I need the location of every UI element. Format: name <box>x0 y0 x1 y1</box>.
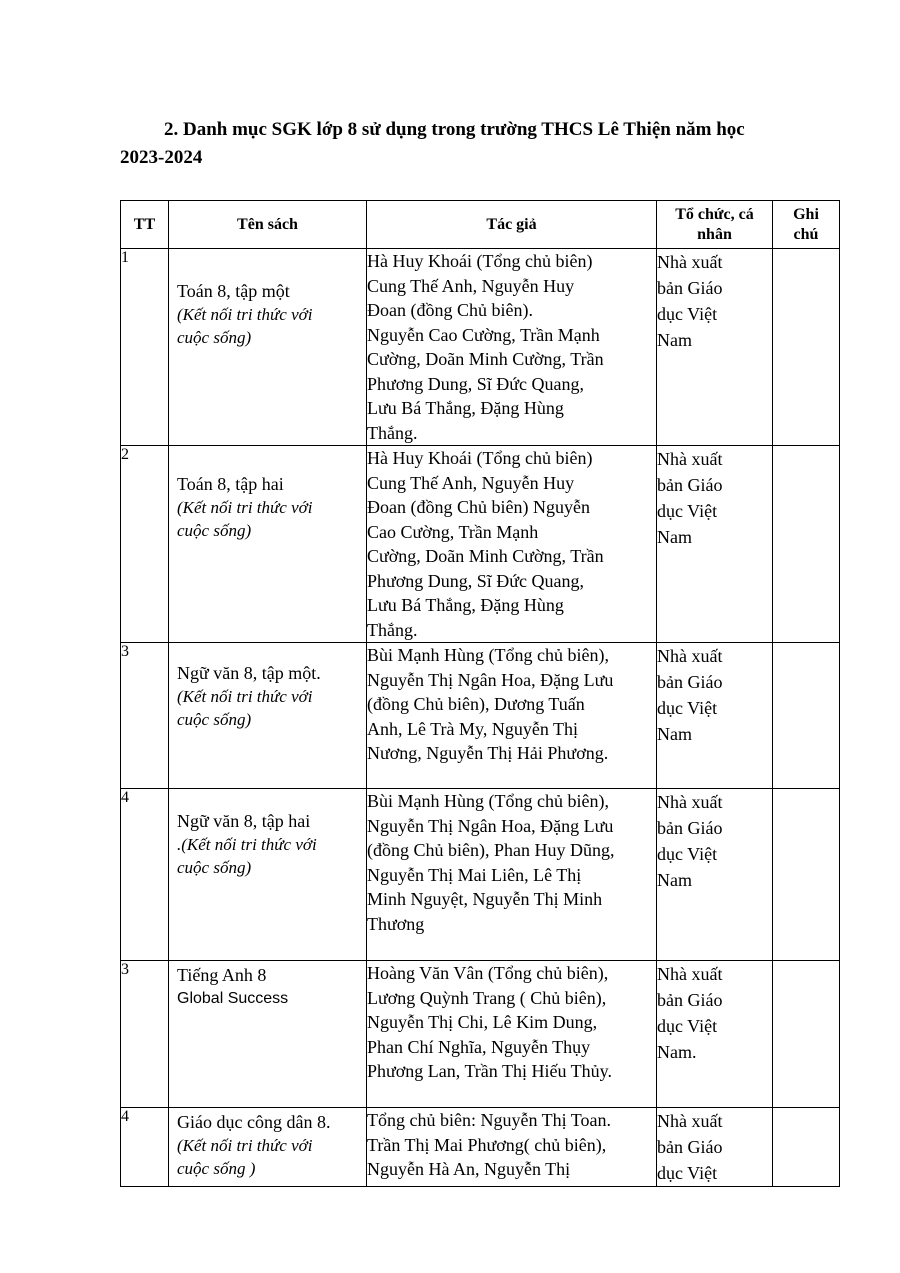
author-line: Trần Thị Mai Phương( chủ biên), <box>367 1134 607 1155</box>
publisher-line: Nhà xuất <box>657 646 723 666</box>
author-line: Nương, Nguyễn Thị Hải Phương. <box>367 743 609 763</box>
publisher-line: dục Việt <box>657 501 718 521</box>
authors-cell <box>367 1108 657 1187</box>
textbook-table <box>120 200 840 1187</box>
publisher-line: bản Giáo <box>657 475 723 495</box>
author-line: Phương Dung, Sĩ Đức Quang, <box>367 570 585 591</box>
table-row <box>121 446 840 643</box>
book-name-cell <box>169 789 367 961</box>
section-heading <box>120 116 840 172</box>
table-row <box>121 961 840 1108</box>
publisher-line: bản Giáo <box>657 278 723 298</box>
table-row <box>121 249 840 446</box>
row-number: 3 <box>121 961 169 1108</box>
author-line: Phan Chí Nghĩa, Nguyễn Thụy <box>367 1036 591 1057</box>
publisher-cell <box>657 446 773 643</box>
book-series: (Kết nối tri thức với cuộc sống ) <box>177 1136 313 1178</box>
author-line: Lương Quỳnh Trang ( Chủ biên), <box>367 987 607 1008</box>
publisher-line: Nhà xuất <box>657 1111 723 1131</box>
author-line: (đồng Chủ biên), Phan Huy Dũng, <box>367 840 615 860</box>
author-line: Thắng. <box>367 619 418 640</box>
table-row <box>121 789 840 961</box>
author-line: Hoàng Văn Vân (Tổng chủ biên), <box>367 963 609 983</box>
book-series: (Kết nối tri thức với cuộc sống) <box>177 687 313 729</box>
note-cell <box>773 249 840 446</box>
author-line: Anh, Lê Trà My, Nguyễn Thị <box>367 718 578 739</box>
author-line: Cung Thế Anh, Nguyễn Huy <box>367 472 575 493</box>
publisher-line: Nam <box>657 330 692 350</box>
book-name-cell <box>169 1108 367 1187</box>
author-line: Đoan (đồng Chủ biên) Nguyễn <box>367 497 590 517</box>
book-title: Toán 8, tập hai <box>177 474 284 494</box>
publisher-line: Nam <box>657 724 692 744</box>
publisher-line: Nam. <box>657 1042 697 1062</box>
header-org <box>657 201 773 249</box>
book-name-cell <box>169 446 367 643</box>
book-series: (Kết nối tri thức với cuộc sống) <box>177 498 313 540</box>
header-tt: TT <box>121 201 169 249</box>
publisher-line: dục Việt <box>657 1163 718 1183</box>
header-name: Tên sách <box>169 201 367 249</box>
row-number: 2 <box>121 446 169 643</box>
table-row <box>121 643 840 789</box>
author-line: (đồng Chủ biên), Dương Tuấn <box>367 694 585 714</box>
author-line: Cường, Doãn Minh Cường, Trần <box>367 349 604 369</box>
row-number: 3 <box>121 643 169 789</box>
publisher-cell <box>657 961 773 1108</box>
book-series: Global Success <box>177 990 289 1007</box>
header-org-line-1: Tổ chức, cá <box>675 205 754 223</box>
table-body <box>121 249 840 1187</box>
authors-cell <box>367 789 657 961</box>
author-line: Bùi Mạnh Hùng (Tổng chủ biên), <box>367 791 609 811</box>
publisher-line: bản Giáo <box>657 672 723 692</box>
header-author: Tác giả <box>367 201 657 249</box>
publisher-line: bản Giáo <box>657 818 723 838</box>
book-series: (Kết nối tri thức với cuộc sống) <box>177 305 313 347</box>
publisher-line: bản Giáo <box>657 1137 723 1157</box>
author-line: Thương <box>367 913 425 934</box>
book-title: Ngữ văn 8, tập hai <box>177 811 311 831</box>
author-line: Nguyễn Thị Ngân Hoa, Đặng Lưu <box>367 669 614 690</box>
author-line: Nguyễn Thị Mai Liên, Lê Thị <box>367 864 582 885</box>
author-line: Hà Huy Khoái (Tổng chủ biên) <box>367 251 593 271</box>
header-org-line-2: nhân <box>697 225 732 243</box>
author-line: Lưu Bá Thắng, Đặng Hùng <box>367 398 564 418</box>
author-line: Phương Dung, Sĩ Đức Quang, <box>367 373 585 394</box>
authors-cell <box>367 643 657 789</box>
author-line: Cường, Doãn Minh Cường, Trần <box>367 546 604 566</box>
book-name-cell <box>169 961 367 1108</box>
publisher-line: Nam <box>657 870 692 890</box>
publisher-cell <box>657 249 773 446</box>
publisher-cell <box>657 789 773 961</box>
row-number: 4 <box>121 1108 169 1187</box>
publisher-line: dục Việt <box>657 698 718 718</box>
authors-cell <box>367 446 657 643</box>
book-name-cell <box>169 249 367 446</box>
header-note-line-1: Ghi <box>793 205 819 223</box>
book-title: Tiếng Anh 8 <box>177 965 267 985</box>
publisher-cell <box>657 1108 773 1187</box>
publisher-line: dục Việt <box>657 304 718 324</box>
publisher-cell <box>657 643 773 789</box>
note-cell <box>773 789 840 961</box>
heading-line-2: 2023-2024 <box>120 147 203 168</box>
row-number: 4 <box>121 789 169 961</box>
authors-cell <box>367 961 657 1108</box>
author-line: Cung Thế Anh, Nguyễn Huy <box>367 275 575 296</box>
publisher-line: Nhà xuất <box>657 964 723 984</box>
author-line: Bùi Mạnh Hùng (Tổng chủ biên), <box>367 645 609 665</box>
author-line: Đoan (đồng Chủ biên). <box>367 300 533 320</box>
header-note <box>773 201 840 249</box>
author-line: Lưu Bá Thắng, Đặng Hùng <box>367 595 564 615</box>
publisher-line: Nhà xuất <box>657 449 723 469</box>
author-line: Cao Cường, Trần Mạnh <box>367 521 539 542</box>
author-line: Thắng. <box>367 422 418 443</box>
author-line: Nguyễn Thị Ngân Hoa, Đặng Lưu <box>367 815 614 836</box>
note-cell <box>773 643 840 789</box>
author-line: Tổng chủ biên: Nguyễn Thị Toan. <box>367 1110 612 1130</box>
publisher-line: dục Việt <box>657 844 718 864</box>
book-series: .(Kết nối tri thức với cuộc sống) <box>177 835 317 877</box>
publisher-line: dục Việt <box>657 1016 718 1036</box>
note-cell <box>773 446 840 643</box>
table-row <box>121 1108 840 1187</box>
note-cell <box>773 1108 840 1187</box>
author-line: Phương Lan, Trần Thị Hiếu Thủy. <box>367 1061 612 1081</box>
author-line: Minh Nguyệt, Nguyễn Thị Minh <box>367 889 603 909</box>
publisher-line: Nhà xuất <box>657 792 723 812</box>
heading-line-1: 2. Danh mục SGK lớp 8 sử dụng trong trường THCS Lê Thiện năm học <box>164 119 745 140</box>
table-header-row <box>121 201 840 249</box>
publisher-line: bản Giáo <box>657 990 723 1010</box>
book-title: Toán 8, tập một <box>177 281 290 301</box>
publisher-line: Nhà xuất <box>657 252 723 272</box>
author-line: Nguyễn Thị Chi, Lê Kim Dung, <box>367 1012 598 1032</box>
row-number: 1 <box>121 249 169 446</box>
book-title: Giáo dục công dân 8. <box>177 1112 331 1132</box>
book-name-cell <box>169 643 367 789</box>
author-line: Nguyễn Hà An, Nguyễn Thị <box>367 1159 571 1179</box>
author-line: Nguyễn Cao Cường, Trần Mạnh <box>367 324 600 345</box>
book-title: Ngữ văn 8, tập một. <box>177 663 321 683</box>
publisher-line: Nam <box>657 527 692 547</box>
authors-cell <box>367 249 657 446</box>
note-cell <box>773 961 840 1108</box>
header-note-line-2: chú <box>793 225 819 243</box>
author-line: Hà Huy Khoái (Tổng chủ biên) <box>367 448 593 468</box>
